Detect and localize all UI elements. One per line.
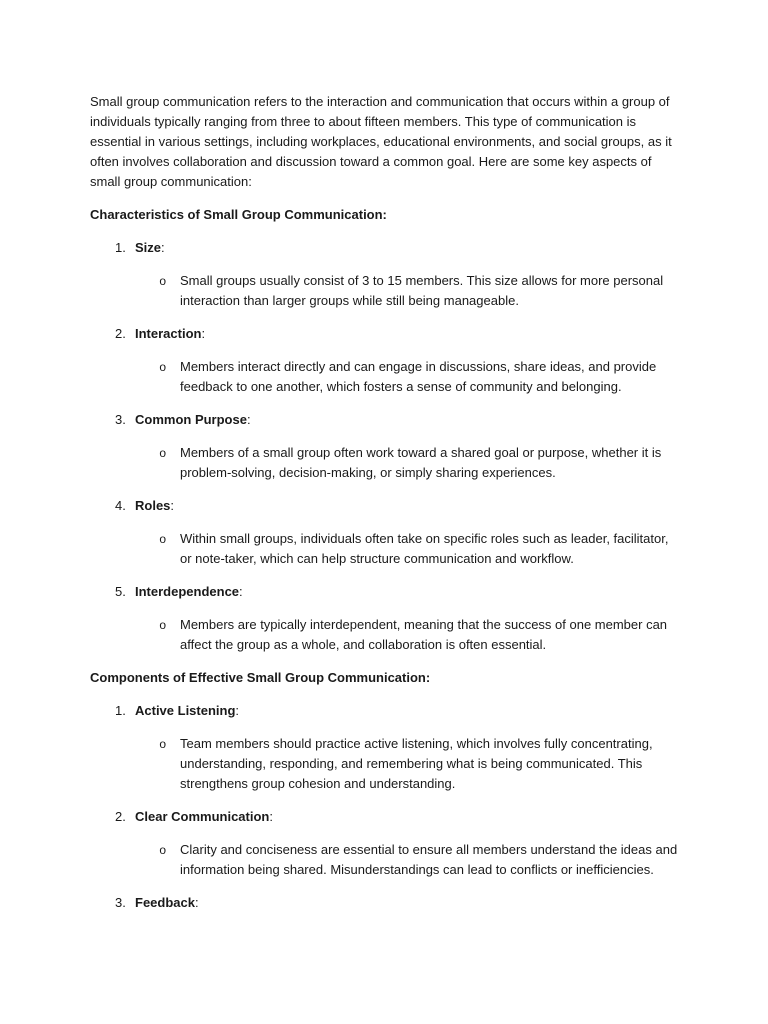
list-item xyxy=(90,893,678,913)
bullet-marker: o xyxy=(159,360,166,374)
list-number: 1. xyxy=(115,703,126,718)
list-item-title-line: Interaction: xyxy=(135,326,206,341)
list-number: 1. xyxy=(115,240,126,255)
list-item-title-line: Size: xyxy=(135,240,165,255)
sub-bullet-item xyxy=(90,615,678,655)
sub-bullet-item xyxy=(90,734,678,794)
list-item-row xyxy=(90,410,678,430)
list-item-title: Active Listening xyxy=(135,703,236,718)
bullet-marker: o xyxy=(159,274,166,288)
list-item-title-line: Feedback: xyxy=(135,895,199,910)
list-item-title: Common Purpose xyxy=(135,412,247,427)
bullet-marker: o xyxy=(159,843,166,857)
section-heading: Components of Effective Small Group Communication: xyxy=(90,670,431,685)
list-item-title: Clear Communication xyxy=(135,809,270,824)
list-number-column xyxy=(90,807,135,827)
list-number: 2. xyxy=(115,326,126,341)
sub-bullet-list xyxy=(90,443,678,483)
list-number-column xyxy=(90,701,135,721)
list-item-title-line: Interdependence: xyxy=(135,584,243,599)
list-item xyxy=(90,324,678,397)
bullet-marker: o xyxy=(159,737,166,751)
list-item-title-line: Active Listening: xyxy=(135,703,240,718)
list-number: 4. xyxy=(115,498,126,513)
list-item xyxy=(90,496,678,569)
list-item-title: Feedback xyxy=(135,895,195,910)
sub-bullet-list xyxy=(90,271,678,311)
sub-bullet-text: Clarity and conciseness are essential to ensure all members understand the ideas and information being shared. Misunderstandings can lead to conflicts or inefficiencies. xyxy=(180,842,678,877)
list-number: 5. xyxy=(115,584,126,599)
sub-bullet-text: Members interact directly and can engage in discussions, share ideas, and provide feedback to one another, which fosters a sense of community and belonging. xyxy=(180,359,657,394)
list-item-title: Interdependence xyxy=(135,584,240,599)
sub-bullet-list xyxy=(90,615,678,655)
list-item-row xyxy=(90,701,678,721)
sub-bullet-text: Members of a small group often work toward a shared goal or purpose, whether it is problem-solving, decision-making, or simply sharing experiences. xyxy=(180,445,662,480)
sub-bullet-item xyxy=(90,529,678,569)
list-number-column xyxy=(90,238,135,258)
list-number-column xyxy=(90,582,135,602)
list-item xyxy=(90,582,678,655)
list-item-title: Interaction xyxy=(135,326,202,341)
sub-bullet-item xyxy=(90,840,678,880)
sub-bullet-text: Within small groups, individuals often take on specific roles such as leader, facilitator, or note-taker, which can help structure communication and workflow. xyxy=(180,531,669,566)
sub-bullet-item xyxy=(90,271,678,311)
list-item-title-line: Roles: xyxy=(135,498,175,513)
list-item-row xyxy=(90,496,678,516)
numbered-list xyxy=(90,238,678,655)
list-item-title-line: Common Purpose: xyxy=(135,412,251,427)
list-item xyxy=(90,807,678,880)
list-number-column xyxy=(90,893,135,913)
list-item-title: Roles xyxy=(135,498,171,513)
sub-bullet-list xyxy=(90,357,678,397)
sub-bullet-list xyxy=(90,529,678,569)
list-item-row xyxy=(90,582,678,602)
list-number: 3. xyxy=(115,412,126,427)
sub-bullet-list xyxy=(90,734,678,794)
sub-bullet-text: Small groups usually consist of 3 to 15 members. This size allows for more personal interaction than larger groups while still being manageable. xyxy=(180,273,664,308)
list-number: 3. xyxy=(115,895,126,910)
sub-bullet-text: Team members should practice active listening, which involves fully concentrating, understanding, responding, and remembering what is being communicated. This strengthens group cohesion and understanding. xyxy=(180,736,653,791)
list-item-row xyxy=(90,238,678,258)
list-item-row xyxy=(90,893,678,913)
list-item xyxy=(90,410,678,483)
numbered-list xyxy=(90,701,678,913)
list-number-column xyxy=(90,496,135,516)
list-number-column xyxy=(90,324,135,344)
list-item xyxy=(90,238,678,311)
list-item-row xyxy=(90,807,678,827)
section-heading: Characteristics of Small Group Communication: xyxy=(90,207,387,222)
bullet-marker: o xyxy=(159,446,166,460)
bullet-marker: o xyxy=(159,618,166,632)
sub-bullet-list xyxy=(90,840,678,880)
sub-bullet-item xyxy=(90,443,678,483)
list-item-title: Size xyxy=(135,240,162,255)
list-item xyxy=(90,701,678,794)
intro-paragraph: Small group communication refers to the interaction and communication that occurs within a group of individuals typically ranging from three to about fifteen members. This type of communication is essential in various settings, including workplaces, educational environments, and social groups, as it often involves collaboration and discussion toward a common goal. Here are some key aspects of small group communication: xyxy=(90,94,672,189)
list-number-column xyxy=(90,410,135,430)
list-item-row xyxy=(90,324,678,344)
list-item-title-line: Clear Communication: xyxy=(135,809,273,824)
sub-bullet-item xyxy=(90,357,678,397)
bullet-marker: o xyxy=(159,532,166,546)
sub-bullet-text: Members are typically interdependent, meaning that the success of one member can affect the group as a whole, and collaboration is often essential. xyxy=(180,617,668,652)
document-sections xyxy=(90,205,678,913)
list-number: 2. xyxy=(115,809,126,824)
